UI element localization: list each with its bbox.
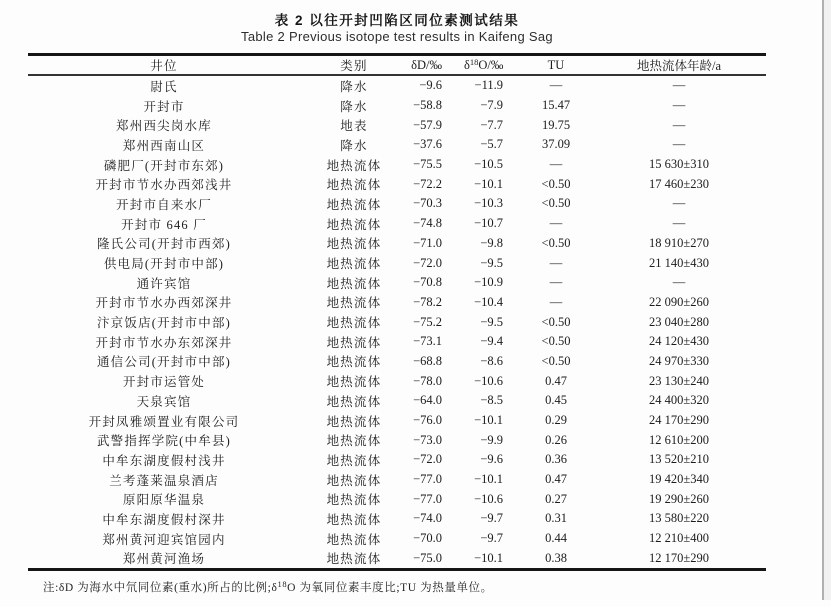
cell-category: 地热流体 [326, 296, 382, 311]
cell-delta-d: −70.0 [413, 531, 442, 546]
cell-delta-d: −70.3 [413, 196, 442, 211]
cell-well: 磷肥厂(开封市东郊) [103, 158, 225, 173]
delta-o18-superscript: 18 [469, 56, 479, 67]
cell-tu: 37.09 [541, 137, 571, 152]
cell-delta-d: −37.6 [413, 137, 442, 152]
cell-delta-d: −68.8 [413, 353, 442, 368]
table-row [28, 332, 766, 352]
cell-age: 24 400±320 [649, 393, 709, 408]
cell-age: 12 170±290 [649, 550, 709, 565]
cell-age: 19 290±260 [649, 491, 709, 506]
cell-well: 中牟东湖度假村浅井 [102, 453, 226, 468]
cell-age: 12 210±400 [649, 531, 709, 546]
cell-delta-o18: −9.4 [480, 334, 503, 349]
table-row [28, 194, 766, 214]
cell-delta-d: −77.0 [413, 472, 442, 487]
delta-o18-prefix: δ [464, 57, 470, 72]
cell-delta-d: −72.0 [413, 255, 442, 270]
cell-delta-o18: −9.6 [480, 452, 503, 467]
table-row [28, 371, 766, 391]
cell-delta-d: −72.2 [413, 176, 442, 191]
table-title-en: Table 2 Previous isotope test results in Kaifeng Sag [241, 29, 553, 44]
cell-delta-o18: −9.8 [480, 235, 503, 250]
cell-category: 地热流体 [326, 355, 382, 370]
cell-age: 13 520±210 [649, 452, 709, 467]
cell-tu: <0.50 [541, 235, 571, 250]
cell-category: 地热流体 [326, 197, 382, 212]
cell-well: 中牟东湖度假村深井 [102, 512, 226, 527]
table-row [28, 430, 766, 450]
cell-age: 21 140±430 [649, 255, 709, 270]
col-header-delta-d: δD/‰ [408, 55, 464, 76]
cell-well: 通许宾馆 [136, 276, 192, 291]
cell-well: 天泉宾馆 [136, 394, 192, 409]
cell-delta-d: −58.8 [413, 98, 442, 113]
cell-age: 23 040±280 [649, 314, 709, 329]
table-row [28, 155, 766, 175]
cell-tu: 0.44 [545, 531, 567, 546]
cell-category: 地热流体 [326, 158, 382, 173]
cell-category: 地热流体 [326, 414, 382, 429]
page-scan-edge-shade [824, 0, 831, 600]
cell-age: — [672, 196, 686, 211]
cell-age: — [672, 78, 686, 93]
cell-well: 汴京饭店(开封市中部) [96, 316, 232, 331]
cell-age: 24 170±290 [649, 413, 709, 428]
cell-well: 通信公司(开封市中部) [96, 355, 232, 370]
cell-category: 地热流体 [326, 532, 382, 547]
cell-well: 隆氏公司(开封市西郊) [96, 237, 232, 252]
table-row [28, 174, 766, 194]
cell-delta-d: −78.2 [413, 294, 442, 309]
cell-well: 兰考蓬莱温泉酒店 [109, 473, 219, 488]
cell-age: — [672, 275, 686, 290]
table-row [28, 273, 766, 293]
cell-category: 地热流体 [326, 335, 382, 350]
table-row [28, 411, 766, 431]
cell-tu: 0.29 [545, 413, 567, 428]
cell-age: 18 910±270 [649, 235, 709, 250]
table-row [28, 470, 766, 490]
isotope-results-table [28, 53, 766, 571]
table-row [28, 549, 766, 570]
cell-delta-o18: −11.9 [474, 78, 503, 93]
cell-well: 供电局(开封市中部) [103, 257, 225, 272]
col-header-tu: TU [520, 55, 592, 76]
cell-delta-o18: −10.4 [474, 294, 503, 309]
cell-tu: 0.27 [545, 491, 567, 506]
cell-category: 降水 [340, 79, 368, 94]
cell-well: 开封市 646 厂 [121, 217, 207, 232]
table-title-zh: 表 2 以往开封凹陷区同位素测试结果 [274, 13, 520, 28]
table-row [28, 293, 766, 313]
cell-tu: — [549, 157, 563, 172]
cell-delta-o18: −9.9 [480, 432, 503, 447]
cell-well: 开封市节水办东郊深井 [95, 335, 233, 350]
table-row [28, 115, 766, 135]
cell-age: — [672, 98, 686, 113]
delta-o18-suffix: O/‰ [478, 57, 504, 72]
cell-tu: 0.47 [545, 472, 567, 487]
cell-tu: 0.45 [545, 393, 567, 408]
cell-tu: 0.47 [545, 373, 567, 388]
cell-age: 23 130±240 [649, 373, 709, 388]
cell-delta-o18: −10.1 [474, 176, 503, 191]
cell-well: 武警指挥学院(中牟县) [96, 434, 232, 449]
table-row [28, 450, 766, 470]
cell-delta-d: −70.8 [413, 275, 442, 290]
cell-category: 地热流体 [326, 512, 382, 527]
cell-tu: 15.47 [541, 98, 571, 113]
cell-delta-o18: −10.9 [474, 275, 503, 290]
cell-delta-o18: −8.5 [480, 393, 503, 408]
cell-tu: 0.36 [545, 452, 567, 467]
cell-delta-o18: −10.5 [474, 157, 503, 172]
cell-category: 地热流体 [326, 237, 382, 252]
cell-delta-d: −73.0 [413, 432, 442, 447]
cell-delta-o18: −10.6 [474, 491, 503, 506]
cell-delta-d: −78.0 [413, 373, 442, 388]
table-row [28, 312, 766, 332]
cell-category: 地热流体 [326, 217, 382, 232]
cell-well: 开封市节水办西郊浅井 [95, 178, 233, 193]
table-row [28, 234, 766, 254]
cell-tu: <0.50 [541, 353, 571, 368]
table-row [28, 214, 766, 234]
table-row [28, 489, 766, 509]
cell-well: 郑州西南山区 [122, 138, 206, 153]
cell-age: 24 970±330 [649, 353, 709, 368]
col-header-well: 井位 [28, 55, 300, 76]
cell-category: 地热流体 [326, 394, 382, 409]
cell-well: 郑州西尖岗水库 [116, 119, 212, 134]
cell-delta-o18: −8.6 [480, 353, 503, 368]
footnote-part1: 注:δD 为海水中氘同位素(重水)所占的比例;δ [43, 582, 278, 594]
cell-age: — [672, 216, 686, 231]
cell-category: 降水 [340, 99, 368, 114]
col-header-age: 地热流体年龄/a [592, 55, 766, 76]
cell-delta-d: −72.0 [413, 452, 442, 467]
table-row [28, 75, 766, 96]
cell-well: 开封市运管处 [122, 375, 206, 390]
cell-category: 地热流体 [326, 276, 382, 291]
cell-age: 12 610±200 [649, 432, 709, 447]
cell-delta-o18: −10.1 [474, 472, 503, 487]
cell-well: 郑州黄河迎宾馆园内 [102, 532, 226, 547]
cell-well: 郑州黄河渔场 [122, 552, 206, 567]
table-row [28, 509, 766, 529]
cell-age: 22 090±260 [649, 294, 709, 309]
footnote-superscript: 18 [277, 579, 288, 589]
cell-age: — [672, 137, 686, 152]
cell-age: 13 580±220 [649, 511, 709, 526]
cell-delta-o18: −10.7 [474, 216, 503, 231]
cell-delta-o18: −10.3 [474, 196, 503, 211]
table-footnote [43, 579, 493, 595]
cell-tu: — [549, 275, 563, 290]
table-row [28, 96, 766, 116]
cell-delta-d: −75.5 [413, 157, 442, 172]
cell-delta-d: −74.8 [413, 216, 442, 231]
cell-category: 地热流体 [326, 473, 382, 488]
cell-delta-o18: −9.7 [480, 531, 503, 546]
cell-well: 原阳原华温泉 [122, 493, 206, 508]
cell-tu: <0.50 [541, 176, 571, 191]
cell-delta-o18: −10.1 [474, 550, 503, 565]
cell-delta-o18: −10.1 [474, 413, 503, 428]
cell-delta-d: −9.6 [419, 78, 442, 93]
cell-delta-o18: −7.9 [480, 98, 503, 113]
cell-tu: <0.50 [541, 196, 571, 211]
cell-tu: — [549, 255, 563, 270]
cell-delta-o18: −9.5 [480, 314, 503, 329]
cell-age: — [672, 117, 686, 132]
cell-age: 17 460±230 [649, 176, 709, 191]
cell-age: 19 420±340 [649, 472, 709, 487]
cell-delta-d: −74.0 [413, 511, 442, 526]
cell-delta-d: −73.1 [413, 334, 442, 349]
cell-tu: 0.26 [545, 432, 567, 447]
cell-category: 地热流体 [326, 257, 382, 272]
cell-delta-d: −57.9 [413, 117, 442, 132]
cell-category: 地热流体 [326, 375, 382, 390]
cell-age: 15 630±310 [649, 157, 709, 172]
cell-category: 地热流体 [326, 316, 382, 331]
cell-tu: 19.75 [541, 117, 571, 132]
cell-tu: <0.50 [541, 334, 571, 349]
cell-category: 地表 [340, 119, 368, 134]
cell-category: 地热流体 [326, 552, 382, 567]
cell-delta-d: −71.0 [413, 235, 442, 250]
cell-delta-d: −77.0 [413, 491, 442, 506]
cell-tu: 0.31 [545, 511, 567, 526]
table-header-row [28, 55, 766, 76]
col-header-category: 类别 [300, 55, 408, 76]
cell-delta-d: −75.2 [413, 314, 442, 329]
cell-delta-o18: −10.6 [474, 373, 503, 388]
cell-delta-d: −64.0 [413, 393, 442, 408]
cell-well: 开封市 [143, 99, 185, 114]
cell-delta-d: −75.0 [413, 550, 442, 565]
cell-well: 尉氏 [150, 79, 178, 94]
cell-category: 地热流体 [326, 434, 382, 449]
cell-well: 开封凤雅颂置业有限公司 [88, 414, 240, 429]
cell-delta-d: −76.0 [413, 413, 442, 428]
cell-well: 开封市节水办西郊深井 [95, 296, 233, 311]
cell-well: 开封市自来水厂 [116, 197, 212, 212]
table-row [28, 391, 766, 411]
cell-category: 地热流体 [326, 493, 382, 508]
cell-category: 地热流体 [326, 178, 382, 193]
cell-tu: — [549, 216, 563, 231]
table-body [28, 75, 766, 570]
cell-delta-o18: −7.7 [480, 117, 503, 132]
cell-delta-o18: −9.7 [480, 511, 503, 526]
table-row [28, 135, 766, 155]
cell-tu: 0.38 [545, 550, 567, 565]
table-row [28, 253, 766, 273]
cell-category: 地热流体 [326, 453, 382, 468]
table-row [28, 352, 766, 372]
table-row [28, 529, 766, 549]
cell-tu: — [549, 78, 563, 93]
cell-tu: — [549, 294, 563, 309]
footnote-part2: O 为氧同位素丰度比;TU 为热量单位。 [287, 582, 493, 594]
cell-category: 降水 [340, 138, 368, 153]
cell-delta-o18: −5.7 [480, 137, 503, 152]
cell-delta-o18: −9.5 [480, 255, 503, 270]
cell-tu: <0.50 [541, 314, 571, 329]
cell-age: 24 120±430 [649, 334, 709, 349]
col-header-delta-o18 [464, 55, 520, 76]
